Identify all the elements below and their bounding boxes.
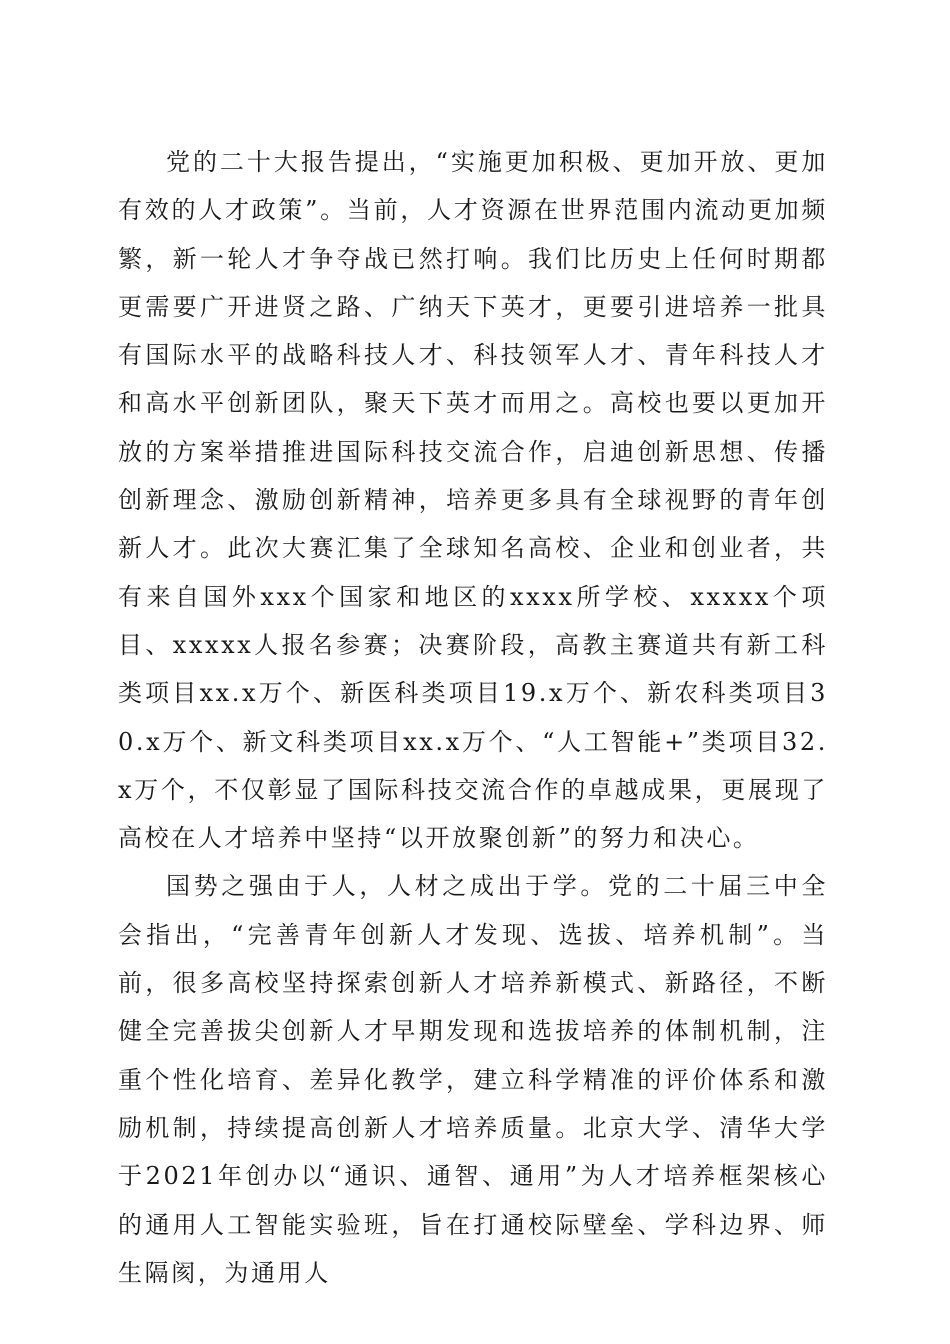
document-body <box>118 138 828 1297</box>
paragraph-talent-policy: 党的二十大报告提出，“实施更加积极、更加开放、更加有效的人才政策”。当前，人才资源在世界范围内流动更加频繁，新一轮人才争夺战已然打响。我们比历史上任何时期都更需要广开进贤之路、广纳天下英才，更要引进培养一批具有国际水平的战略科技人才、科技领军人才、青年科技人才和高水平创新团队，聚天下英才而用之。高校也要以更加开放的方案举措推进国际科技交流合作，启迪创新思想、传播创新理念、激励创新精神，培养更多具有全球视野的青年创新人才。此次大赛汇集了全球知名高校、企业和创业者，共有来自国外xxx个国家和地区的xxxx所学校、xxxxx个项目、xxxxx人报名参赛；决赛阶段，高教主赛道共有新工科类项目xx.x万个、新医科类项目19.x万个、新农科类项目30.x万个、新文科类项目xx.x万个、“人工智能+”类项目32.x万个，不仅彰显了国际科技交流合作的卓越成果，更展现了高校在人才培养中坚持“以开放聚创新”的努力和决心。 <box>118 148 828 853</box>
paragraph-innovation-training: 国势之强由于人，人材之成出于学。党的二十届三中全会指出，“完善青年创新人才发现、选拔、培养机制”。当前，很多高校坚持探索创新人才培养新模式、新路径，不断健全完善拔尖创新人才早期发现和选拔培养的体制机制，注重个性化培育、差异化教学，建立科学精准的评价体系和激励机制，持续提高创新人才培养质量。北京大学、清华大学于2021年创办以“通识、通智、通用”为人才培养框架核心的通用人工智能实验班，旨在打通校际壁垒、学科边界、师生隔阂，为通用人 <box>118 872 828 1287</box>
